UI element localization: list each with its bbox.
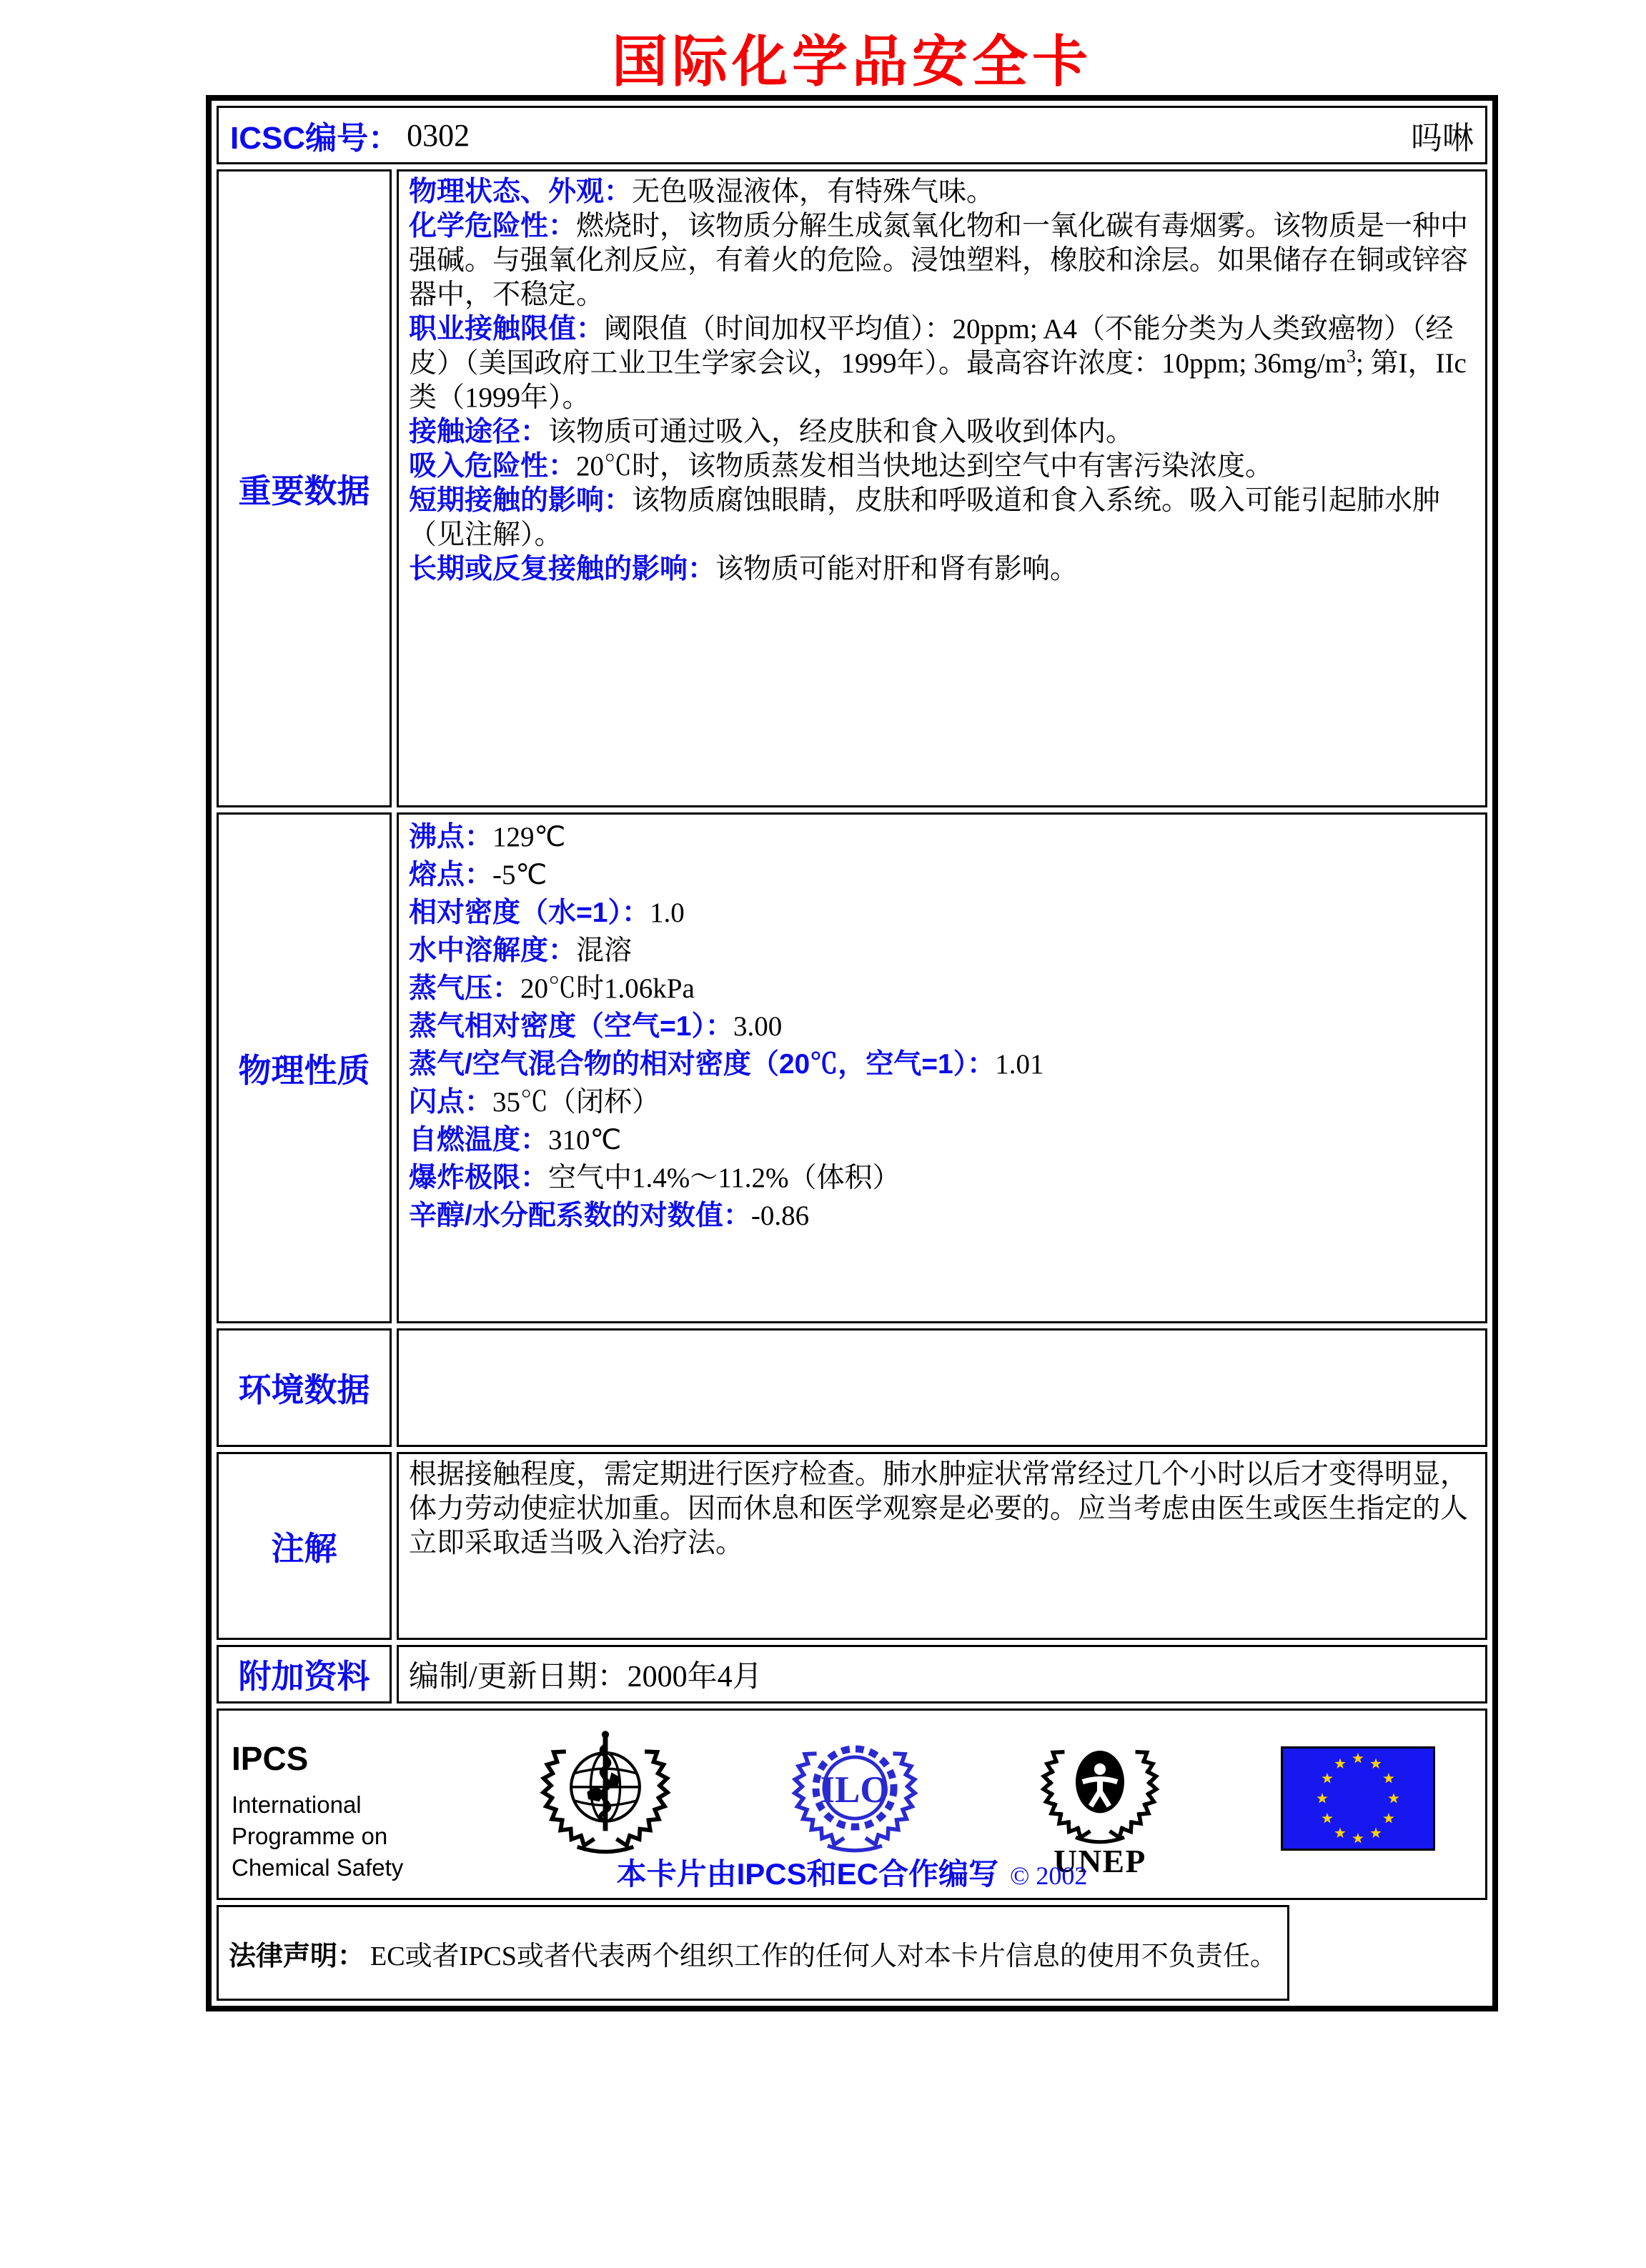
physical-properties-row: [217, 812, 1487, 1323]
icsc-number-label: ICSC编号：: [230, 121, 400, 156]
page-title: 国际化学品安全卡: [611, 31, 1092, 93]
physical-item-vapor-density: 蒸气相对密度（空气=1）：3.00: [409, 1011, 783, 1042]
ipcs-line-2: Programme on: [232, 1823, 388, 1849]
additional-info-label-cell: [217, 1645, 392, 1704]
physical-item-boiling-point: 沸点：129℃: [409, 822, 566, 852]
physical-item-octanol-water-partition: 辛醇/水分配系数的对数值：-0.86: [409, 1200, 810, 1231]
section-label-physical-properties: 物理性质: [238, 1051, 370, 1089]
header-row: [217, 106, 1487, 164]
physical-item-explosive-limits: 爆炸极限：空气中1.4%～11.2%（体积）: [409, 1163, 901, 1193]
environmental-data-label-cell: [217, 1328, 392, 1447]
important-item-short-term-effects: 短期接触的影响：该物质腐蚀眼睛，皮肤和呼吸道和食入系统。吸入可能引起肺水肿（见注解）。: [409, 485, 1441, 550]
ipcs-line-1: International: [232, 1791, 362, 1818]
physical-item-flash-point: 闪点：35℃（闭杯）: [409, 1087, 660, 1118]
revision-date-text: 编制/更新日期：2000年4月: [409, 1661, 763, 1693]
physical-item-vapor-air-mixture-density: 蒸气/空气混合物的相对密度（20℃，空气=1）：1.01: [409, 1049, 1044, 1080]
eu-flag-icon: [1281, 1746, 1435, 1851]
ipcs-line-3: Chemical Safety: [232, 1854, 404, 1881]
notes-row: [217, 1452, 1487, 1640]
caption-line: [219, 1851, 1485, 1894]
icsc-number-value: 0302: [407, 117, 470, 153]
ipcs-acronym: IPCS: [232, 1740, 309, 1777]
legal-cell: [217, 1905, 1289, 2001]
environmental-data-row: [217, 1328, 1487, 1447]
legal-text: EC或者IPCS或者代表两个组织工作的任何人对本卡片信息的使用不负责任。: [370, 1941, 1277, 1971]
unep-letters: UNEP: [1053, 1843, 1147, 1878]
legal-row: [217, 1905, 1487, 2001]
logos-cell: [217, 1709, 1487, 1900]
physical-item-relative-density: 相对密度（水=1）：1.0: [409, 897, 685, 928]
important-data-content: [397, 169, 1487, 807]
important-data-label-cell: [217, 169, 392, 807]
header-cell: [217, 106, 1487, 164]
important-item-inhalation-risk: 吸入危险性：20℃时，该物质蒸发相当快地达到空气中有害污染浓度。: [409, 451, 1274, 482]
physical-properties-content: [397, 812, 1487, 1323]
environmental-data-content: [397, 1328, 1487, 1447]
important-item-occupational-limits: 职业接触限值：阈限值（时间加权平均值）：20ppm; A4（不能分类为人类致癌物）（经皮）（美国政府工业卫生学家会议，1999年）。最高容许浓度：10ppm; $36mg/m^3$; 第I，IIc类（1999年）。: [409, 314, 1467, 413]
legal-label: 法律声明：: [229, 1941, 365, 1971]
additional-info-row: [217, 1645, 1487, 1704]
notes-content: [397, 1452, 1487, 1640]
important-data-row: [217, 169, 1487, 807]
physical-item-vapor-pressure: 蒸气压：20℃时1.06kPa: [409, 973, 695, 1004]
additional-info-content: [397, 1645, 1487, 1704]
section-label-environmental-data: 环境数据: [238, 1371, 370, 1408]
notes-text: 根据接触程度，需定期进行医疗检查。肺水肿症状常常经过几个小时以后才变得明显，体力劳动使症状加重。因而休息和医学观察是必要的。应当考虑由医生或医生指定的人立即采取适当吸入治疗法。: [409, 1459, 1469, 1558]
superscript-3: 3: [1346, 346, 1356, 367]
physical-properties-label-cell: [217, 812, 392, 1323]
physical-item-melting-point: 熔点：-5℃: [409, 860, 547, 890]
section-label-important-data: 重要数据: [238, 472, 370, 509]
notes-label-cell: [217, 1452, 392, 1640]
physical-item-water-solubility: 水中溶解度：混溶: [409, 935, 633, 966]
ilo-logo-icon: [790, 1726, 920, 1856]
who-logo-icon: [538, 1724, 673, 1858]
copyright-text: © 2002: [1010, 1861, 1088, 1890]
important-item-chemical-danger: 化学危险性：燃烧时，该物质分解生成氮氧化物和一氧化碳有毒烟雾。该物质是一种中强碱。与强氧化剂反应，有着火的危险。浸蚀塑料，橡胶和涂层。如果储存在铜或锌容器中，不稳定。: [409, 211, 1469, 310]
important-item-exposure-routes: 接触途径：该物质可通过吸入，经皮肤和食入吸收到体内。: [409, 417, 1134, 447]
section-label-notes: 注解: [271, 1529, 337, 1567]
physical-item-autoignition-temperature: 自燃温度：310℃: [409, 1125, 622, 1155]
logos-row: [217, 1709, 1487, 1900]
section-label-additional-info: 附加资料: [238, 1658, 370, 1695]
icsc-card-table: [206, 95, 1498, 2011]
chemical-name: 吗啉: [1411, 121, 1474, 156]
important-item-long-term-effects: 长期或反复接触的影响：该物质可能对肝和肾有影响。: [409, 554, 1079, 585]
caption-text: 本卡片由IPCS和EC合作编写: [616, 1857, 998, 1891]
icsc-number-group: [230, 112, 470, 158]
important-item-appearance: 物理状态、外观：无色吸湿液体，有特殊气味。: [409, 176, 995, 207]
ilo-letters: ILO: [819, 1769, 890, 1811]
